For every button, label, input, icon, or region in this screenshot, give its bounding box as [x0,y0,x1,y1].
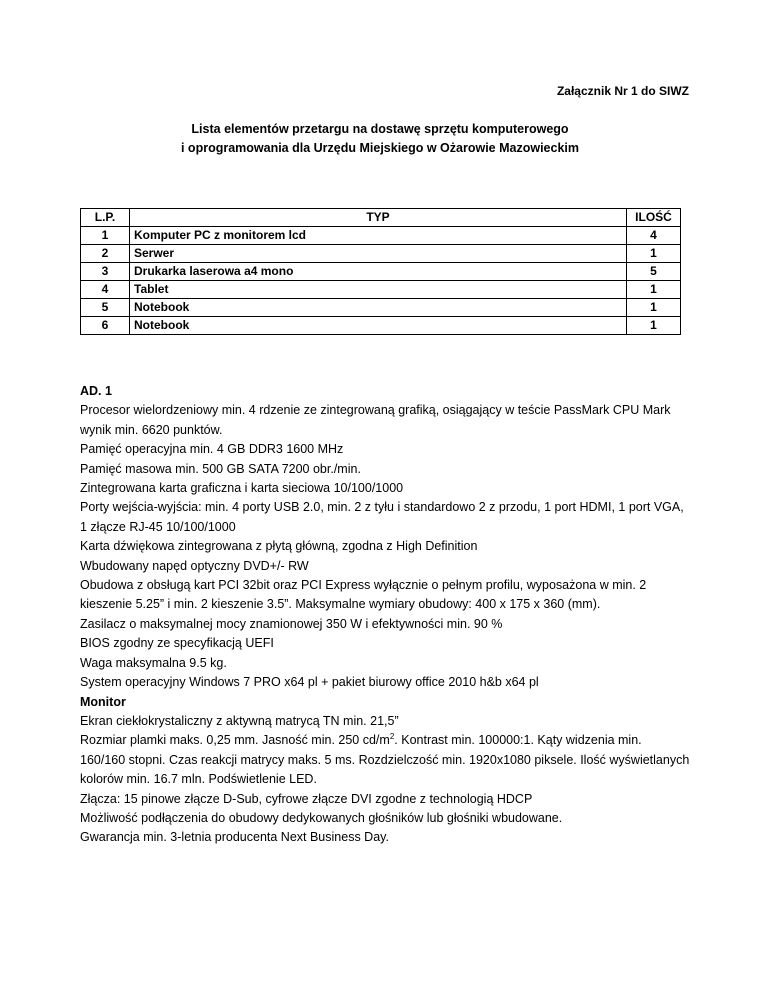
spec-line: Zintegrowana karta graficzna i karta sieciowa 10/100/1000 [80,481,404,496]
specification-section [80,382,690,848]
row-qty: 1 [627,245,681,263]
row-lp: 4 [81,281,130,299]
row-qty: 5 [627,263,681,281]
table-row [81,317,681,335]
spec-line: BIOS zgodny ze specyfikacją UEFI [80,636,274,651]
spec-line: Wbudowany napęd optyczny DVD+/- RW [80,558,309,573]
table-row [81,299,681,317]
monitor-heading: Monitor [80,694,126,709]
attachment-label: Załącznik Nr 1 do SIWZ [556,84,689,98]
row-type: Tablet [130,281,627,299]
spec-line: Pamięć operacyjna min. 4 GB DDR3 1600 MHz [80,442,344,457]
table-header-row [81,209,681,227]
items-table [80,208,681,335]
document-title [0,120,768,158]
row-lp: 6 [81,317,130,335]
row-qty: 1 [627,299,681,317]
table-row [81,263,681,281]
row-lp: 3 [81,263,130,281]
monitor-line-dot-pitch [80,731,690,789]
table-row [81,227,681,245]
row-type: Komputer PC z monitorem lcd [130,227,627,245]
spec-heading: AD. 1 [80,384,112,398]
monitor-line: Ekran ciekłokrystaliczny z aktywną matrycą TN min. 21,5” [80,713,399,728]
spec-line: Obudowa z obsługą kart PCI 32bit oraz PCI Express wyłącznie o pełnym profilu, wyposażona w min. 2 kieszenie 5.25” i min. 2 kieszenie 3.5”. Maksymalne wymiary obudowy: 400 x 175 x 360 (mm). [80,578,647,612]
spec-line: Zasilacz o maksymalnej mocy znamionowej 350 W i efektywności min. 90 % [80,616,503,631]
row-lp: 1 [81,227,130,245]
superscript: 2 [389,732,395,742]
header-lp: L.P. [81,209,130,227]
monitor-text-before: Rozmiar plamki maks. 0,25 mm. Jasność min. 250 cd/m [80,733,390,748]
row-type: Notebook [130,299,627,317]
title-line-2: i oprogramowania dla Urzędu Miejskiego w Ożarowie Mazowieckim [180,141,579,155]
row-lp: 5 [81,299,130,317]
monitor-line: Złącza: 15 pinowe złącze D-Sub, cyfrowe złącze DVI zgodne z technologią HDCP [80,791,533,806]
table-row [81,245,681,263]
spec-line: Porty wejścia-wyjścia: min. 4 porty USB 2.0, min. 2 z tyłu i standardowo 2 z przodu, 1 port HDMI, 1 port VGA, 1 złącze RJ-45 10/100/1000 [80,500,684,534]
row-type: Serwer [130,245,627,263]
title-line-1: Lista elementów przetargu na dostawę sprzętu komputerowego [191,122,569,136]
row-type: Drukarka laserowa a4 mono [130,263,627,281]
row-qty: 1 [627,317,681,335]
header-qty: ILOŚĆ [627,209,681,227]
spec-line: Procesor wielordzeniowy min. 4 rdzenie ze zintegrowaną grafiką, osiągający w teście PassMark CPU Mark wynik min. 6620 punktów. [80,403,671,437]
spec-line: Waga maksymalna 9.5 kg. [80,655,227,670]
monitor-line: Możliwość podłączenia do obudowy dedykowanych głośników lub głośniki wbudowane. [80,810,563,825]
spec-line: System operacyjny Windows 7 PRO x64 pl + pakiet biurowy office 2010 h&b x64 pl [80,675,539,690]
monitor-text-after: . Kontrast min. 100000:1. Kąty widzenia min. 160/160 stopni. Czas reakcji matrycy maks. 5 ms. Rozdzielczość min. 1920x1080 piksele. Ilość wyświetlanych kolorów min. 16.7 mln. Podświetlenie LED. [80,733,690,787]
spec-line: Karta dźwiękowa zintegrowana z płytą główną, zgodna z High Definition [80,539,478,554]
row-qty: 1 [627,281,681,299]
row-lp: 2 [81,245,130,263]
row-type: Notebook [130,317,627,335]
spec-line: Pamięć masowa min. 500 GB SATA 7200 obr./min. [80,461,361,476]
row-qty: 4 [627,227,681,245]
table-row [81,281,681,299]
header-type: TYP [130,209,627,227]
monitor-line: Gwarancja min. 3-letnia producenta Next Business Day. [80,830,389,845]
